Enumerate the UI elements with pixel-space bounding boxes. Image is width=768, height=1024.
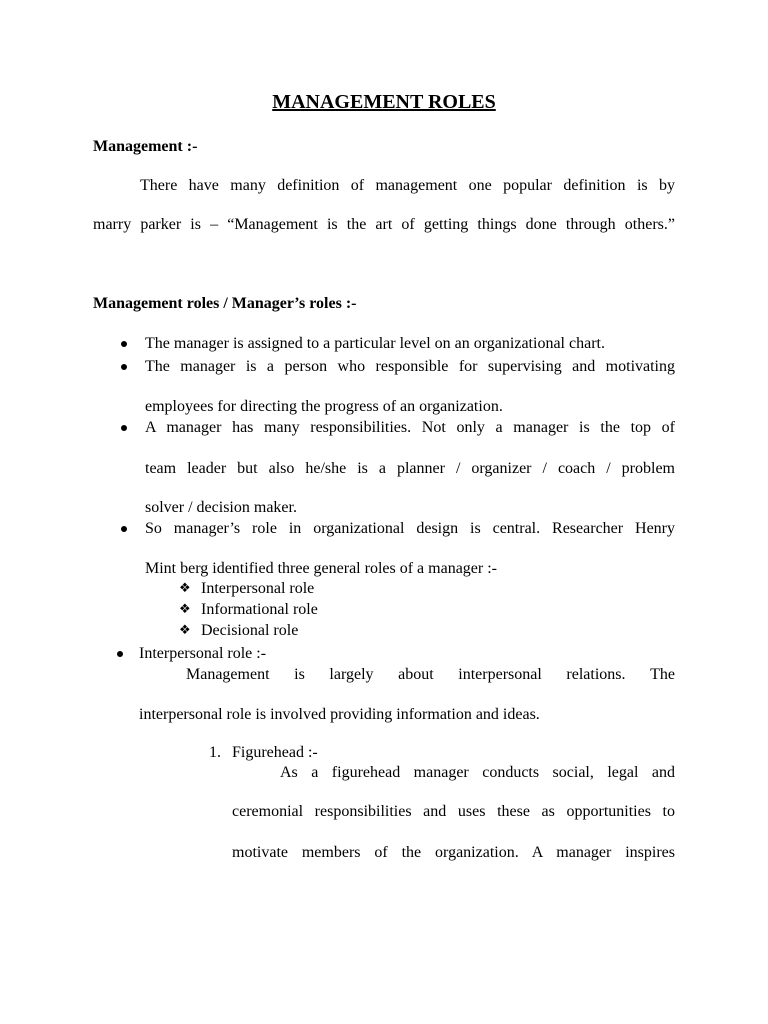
section-heading-management-roles: Management roles / Manager’s roles :- xyxy=(93,295,357,312)
diamond-bullet-icon: ❖ xyxy=(179,581,191,596)
paragraph-line xyxy=(186,665,675,685)
paragraph-line: marry parker is – “Management is the art of getting things done through others.” xyxy=(93,216,675,233)
bullet-icon xyxy=(121,526,127,532)
paragraph-line: There have many definition of management one popular definition is by xyxy=(140,177,675,194)
list-item-text: team leader but also he/she is a planner / organizer / coach / problem xyxy=(145,460,675,477)
word: largely xyxy=(329,666,374,683)
numbered-item-heading: Figurehead :- xyxy=(232,744,318,761)
diamond-bullet-icon: ❖ xyxy=(179,602,191,617)
bullet-icon xyxy=(117,651,123,657)
role-label: Decisional role xyxy=(201,622,299,639)
section-heading-management: Management :- xyxy=(93,138,198,155)
diamond-bullet-icon: ❖ xyxy=(179,623,191,638)
role-label: Interpersonal role xyxy=(201,580,315,597)
page-title: MANAGEMENT ROLES xyxy=(272,91,496,113)
word: interpersonal xyxy=(458,666,542,683)
list-item-text: employees for directing the progress of an organization. xyxy=(145,398,503,415)
word: relations. xyxy=(566,666,626,683)
word: about xyxy=(398,666,434,683)
paragraph-line: motivate members of the organization. A manager inspires xyxy=(232,844,675,861)
numbered-item-number: 1. xyxy=(209,744,221,761)
bullet-icon xyxy=(121,341,127,347)
list-item-text: A manager has many responsibilities. Not only a manager is the top of xyxy=(145,419,675,436)
paragraph-line: ceremonial responsibilities and uses these as opportunities to xyxy=(232,803,675,820)
bullet-icon xyxy=(121,364,127,370)
list-item-text: Mint berg identified three general roles of a manager :- xyxy=(145,560,498,577)
paragraph-line: interpersonal role is involved providing information and ideas. xyxy=(139,706,540,723)
bullet-icon xyxy=(121,425,127,431)
paragraph-line: As a figurehead manager conducts social, legal and xyxy=(280,764,675,781)
role-label: Informational role xyxy=(201,601,318,618)
word: is xyxy=(294,666,305,683)
word: The xyxy=(650,666,675,683)
list-item-text: solver / decision maker. xyxy=(145,499,297,516)
section-heading-interpersonal-role: Interpersonal role :- xyxy=(139,645,267,662)
list-item-text: The manager is a person who responsible for supervising and motivating xyxy=(145,358,675,375)
list-item-text: So manager’s role in organizational design is central. Researcher Henry xyxy=(145,520,675,537)
list-item-text: The manager is assigned to a particular level on an organizational chart. xyxy=(145,335,605,352)
word: Management xyxy=(186,666,270,683)
